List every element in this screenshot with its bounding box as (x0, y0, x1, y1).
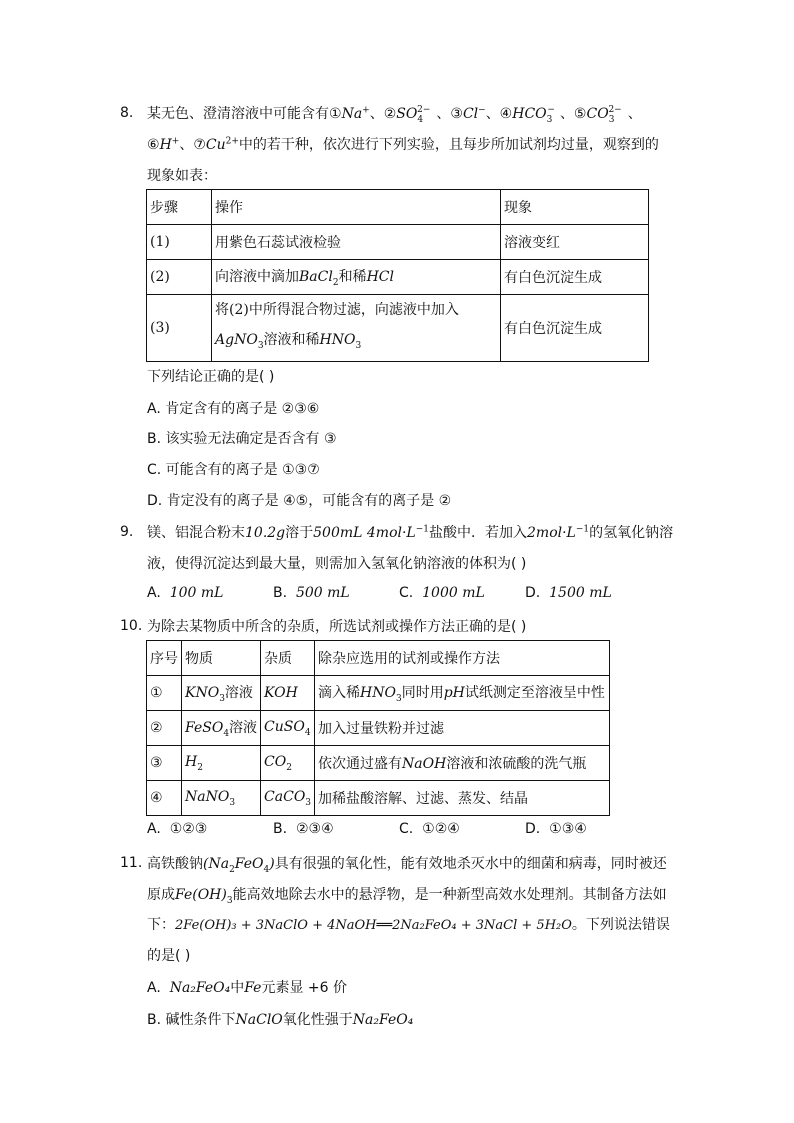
question-number: 11. (120, 855, 143, 871)
table-header-cell: 序号 (147, 641, 182, 676)
table-cell: 有白色沉淀生成 (501, 295, 649, 362)
table-cell: FeSO$_4$溶液 (182, 711, 261, 746)
option-a[interactable]: A. Na₂FeO₄中Fe元素显 +6 价 (147, 980, 348, 996)
option-b[interactable]: B. ②③④ (273, 821, 334, 837)
table-header-cell: 物质 (182, 641, 261, 676)
table-cell: $H_2$ (182, 746, 261, 781)
option-a[interactable]: A. 肯定含有的离子是 ②③⑥ (147, 401, 320, 417)
table-header-cell: 现象 (501, 190, 649, 225)
table-cell: ② (147, 711, 182, 746)
q11-line-1: 高铁酸钠$(Na_2FeO_4)$具有很强的氧化性，能有效地杀灭水中的细菌和病毒，同时被还 (147, 856, 667, 875)
reaction-equation: 2Fe(OH)₃ + 3NaClO + 4NaOH══2Na₂FeO₄ + 3NaCl + 5H₂O (175, 918, 572, 933)
table-row (147, 676, 610, 711)
table-cell: CuSO$_4$ (261, 711, 315, 746)
table-cell: 将(2)中所得混合物过滤，向滤液中加入 AgNO$_3$溶液和稀$HNO_3$ (212, 295, 501, 362)
table-cell: 滴入稀$HNO_3$同时用pH试纸测定至溶液呈中性 (315, 676, 610, 711)
option-b[interactable]: B. 该实验无法确定是否含有 ③ (147, 431, 337, 447)
q9-line-2: 液，使得沉淀达到最大量，则需加入氢氧化钠溶液的体积为( ) (147, 556, 527, 572)
table-cell: ① (147, 676, 182, 711)
option-c[interactable]: C. ①②④ (399, 821, 460, 837)
option-d[interactable]: D. 1500 mL (525, 585, 612, 601)
table-cell: 向溶液中滴加BaCl$_2$和稀HCl (212, 260, 501, 295)
table-cell: 溶液变红 (501, 225, 649, 260)
table-cell: ③ (147, 746, 182, 781)
option-d[interactable]: D. 肯定没有的离子是 ④⑤，可能含有的离子是 ② (147, 493, 452, 509)
table-header-cell: 除杂应选用的试剂或操作方法 (315, 641, 610, 676)
table-header-row (147, 190, 649, 225)
table-cell: KOH (261, 676, 315, 711)
option-a[interactable]: A. ①②③ (147, 821, 208, 837)
q8-stem: 下列结论正确的是( ) (147, 369, 275, 385)
table-cell: $KNO_3$溶液 (182, 676, 261, 711)
table-header-row (147, 641, 610, 676)
q11-line-2: 原成$Fe(OH)_3$能高效地除去水中的悬浮物，是一种新型高效水处理剂。其制备方法如 (147, 887, 667, 906)
table-cell: $CO_2$ (261, 746, 315, 781)
table-header-cell: 操作 (212, 190, 501, 225)
table-cell: (1) (147, 225, 212, 260)
table-row (147, 225, 649, 260)
option-c[interactable]: C. 1000 mL (399, 585, 485, 601)
table-cell: 用紫色石蕊试液检验 (212, 225, 501, 260)
table-cell: 加稀盐酸溶解、过滤、蒸发、结晶 (315, 781, 610, 816)
q8-line-2: ⑥H+、$⑦Cu^{2+}$中的若干种，依次进行下列实验，且每步所加试剂均过量，观察到的 (147, 136, 659, 153)
q11-line-4: 的是( ) (147, 948, 191, 964)
option-b[interactable]: B. 碱性条件下NaClO氧化性强于Na₂FeO₄ (147, 1012, 414, 1028)
table-cell: (3) (147, 295, 212, 362)
q9-line-1: 镁、铝混合粉末10.2g溶于500mL $4mol\cdot L^{-1}$盐酸中．若加入$2mol\cdot L^{-1}$的氢氧化钠溶 (147, 524, 674, 541)
q11-line-3: 下：2Fe(OH)₃ + 3NaClO + 4NaOH══2Na₂FeO₄ + 3NaCl + 5H₂O。下列说法错误 (147, 917, 670, 933)
table-cell: ④ (147, 781, 182, 816)
table-row (147, 260, 649, 295)
table-row (147, 746, 610, 781)
table-cell: NaNO$_3$ (182, 781, 261, 816)
option-c[interactable]: C. 可能含有的离子是 ①③⑦ (147, 462, 320, 478)
option-a[interactable]: A. 100 mL (147, 585, 224, 601)
table-header-cell: 杂质 (261, 641, 315, 676)
table-cell: 依次通过盛有NaOH溶液和浓硫酸的洗气瓶 (315, 746, 610, 781)
q8-table (146, 189, 649, 362)
question-number: 10. (120, 618, 143, 634)
q10-stem: 为除去某物质中所含的杂质，所选试剂或操作方法正确的是( ) (147, 619, 527, 635)
option-b[interactable]: B. 500 mL (273, 585, 350, 601)
table-cell: (2) (147, 260, 212, 295)
q8-line-3: 现象如表： (147, 168, 217, 184)
table-row (147, 781, 610, 816)
q10-table (146, 640, 610, 816)
table-cell: 加入过量铁粉并过滤 (315, 711, 610, 746)
table-cell: 有白色沉淀生成 (501, 260, 649, 295)
question-number: 9. (120, 524, 134, 540)
table-row (147, 295, 649, 362)
question-number: 8. (120, 105, 134, 121)
option-d[interactable]: D. ①③④ (525, 821, 587, 837)
table-header-cell: 步骤 (147, 190, 212, 225)
table-cell: CaCO$_3$ (261, 781, 315, 816)
q8-line-1: 某无色、澄清溶液中可能含有①Na+、$②SO_4^{2-}$ 、③Cl−、$④HCO_3^-$ 、$⑤CO_3^{2-}$ 、 (147, 105, 642, 125)
table-row (147, 711, 610, 746)
